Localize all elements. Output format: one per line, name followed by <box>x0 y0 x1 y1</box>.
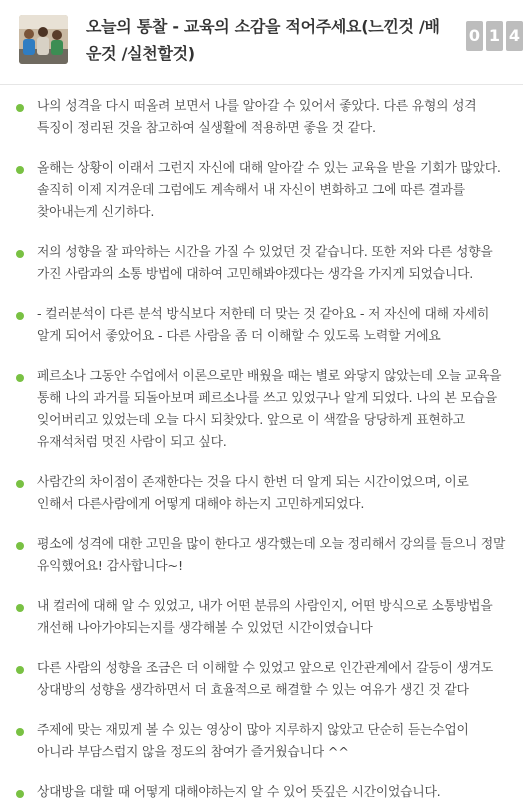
comment-text: 주제에 맞는 재밌게 볼 수 있는 영상이 많아 지루하지 않았고 단순히 듣는수업이 아니라 부담스럽지 않을 정도의 참여가 즐거웠습니다 ^^ <box>37 723 469 760</box>
bullet-icon <box>16 480 24 488</box>
bullet-icon <box>16 104 24 112</box>
bullet-icon <box>16 542 24 550</box>
comment-text: 내 컬러에 대해 알 수 있었고, 내가 어떤 분류의 사람인지, 어떤 방식으로 소통방법을 개선해 나아가야되는지를 생각해볼 수 있었던 시간이였습니다 <box>37 599 493 636</box>
comment-text: 사람간의 차이점이 존재한다는 것을 다시 한번 더 알게 되는 시간이었으며, 이로 인해서 다른사람에게 어떻게 대해야 하는지 고민하게되었다. <box>37 475 469 512</box>
response-counter <box>466 21 523 51</box>
comment-text: - 컬러분석이 다른 분석 방식보다 저한테 더 맞는 것 같아요 - 저 자신에 대해 자세히 알게 되어서 좋았어요 - 다른 사람을 좀 더 이해할 수 있도록 노력할 거에요 <box>37 307 490 344</box>
bullet-icon <box>16 604 24 612</box>
comment-item <box>0 86 523 148</box>
bullet-icon <box>16 790 24 798</box>
header <box>0 0 523 85</box>
comment-list <box>0 86 523 812</box>
comment-item <box>0 294 523 356</box>
comment-item <box>0 148 523 232</box>
page-title: 오늘의 통찰 - 교육의 소감을 적어주세요(느낀것 /배운것 /실천할것) <box>86 17 440 63</box>
bullet-icon <box>16 666 24 674</box>
counter-digit: 4 <box>506 21 523 51</box>
comment-text: 나의 성격을 다시 떠올려 보면서 나를 알아갈 수 있어서 좋았다. 다른 유형의 성격 특징이 정리된 것을 참고하여 실생활에 적용하면 좋을 것 같다. <box>37 99 477 136</box>
comment-item <box>0 524 523 586</box>
comment-item <box>0 586 523 648</box>
bullet-icon <box>16 728 24 736</box>
comment-text: 다른 사람의 성향을 조금은 더 이해할 수 있었고 앞으로 인간관계에서 갈등이 생겨도 상대방의 성향을 생각하면서 더 효율적으로 해결할 수 있는 여유가 생긴 것 같다 <box>37 661 494 698</box>
counter-digit: 1 <box>486 21 503 51</box>
comment-item <box>0 232 523 294</box>
bullet-icon <box>16 312 24 320</box>
bullet-icon <box>16 250 24 258</box>
comment-text: 상대방을 대할 때 어떻게 대해야하는지 알 수 있어 뜻깊은 시간이었습니다. <box>37 785 441 800</box>
comment-text: 페르소나 그동안 수업에서 이론으로만 배웠을 때는 별로 와닿지 않았는데 오늘 교육을 통해 나의 과거를 되돌아보며 페르소나를 쓰고 있었구나 알게 되었다. 나의 본 모습을 잊어버리고 있었는데 오늘 다시 되찾았다. 앞으로 이 색깔을 당당하게 표현하고 유재석처럼 멋진 사람이 되고 싶다. <box>37 369 502 450</box>
comment-text: 평소에 성격에 대한 고민을 많이 한다고 생각했는데 오늘 정리해서 강의를 들으니 정말 유익했어요! 감사합니다~! <box>37 537 506 574</box>
comment-item <box>0 772 523 812</box>
bullet-icon <box>16 166 24 174</box>
comment-item <box>0 356 523 462</box>
counter-digit: 0 <box>466 21 483 51</box>
comment-text: 올해는 상황이 이래서 그런지 자신에 대해 알아갈 수 있는 교육을 받을 기회가 많았다. 솔직히 이제 지겨운데 그럼에도 계속해서 내 자신이 변화하고 그에 따른 결과를 찾아내는게 신기하다. <box>37 161 501 220</box>
comment-text: 저의 성향을 잘 파악하는 시간을 가질 수 있었던 것 같습니다. 또한 저와 다른 성향을 가진 사람과의 소통 방법에 대하여 고민해봐야겠다는 생각을 가지게 되었습니다. <box>37 245 493 282</box>
comment-item <box>0 648 523 710</box>
comment-item <box>0 710 523 772</box>
session-thumbnail <box>19 15 68 64</box>
bullet-icon <box>16 374 24 382</box>
comment-item <box>0 462 523 524</box>
